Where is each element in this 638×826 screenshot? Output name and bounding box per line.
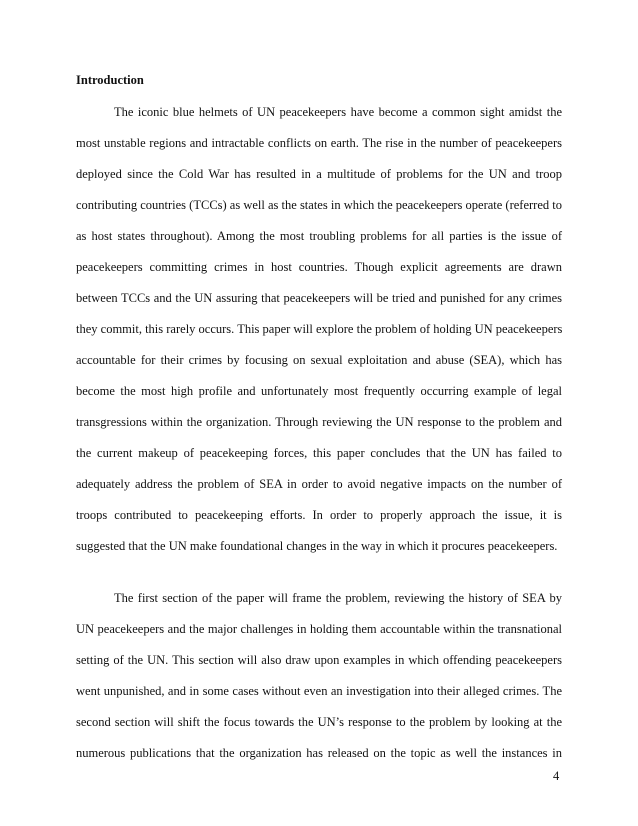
paragraph-line: suggested that the UN make foundational changes in the way in which it procures peacekeepers. [76, 539, 558, 553]
paragraph-line: the current makeup of peacekeeping forces, this paper concludes that the UN has failed to [76, 446, 562, 460]
paragraph-line: become the most high profile and unfortunately most frequently occurring example of legal [76, 384, 562, 398]
paragraph-line: peacekeepers committing crimes in host countries. Though explicit agreements are drawn [76, 260, 562, 274]
paragraph-line: accountable for their crimes by focusing on sexual exploitation and abuse (SEA), which has [76, 353, 562, 367]
paragraph-line: setting of the UN. This section will also draw upon examples in which offending peacekeepers [76, 653, 562, 667]
paragraph-line: troops contributed to peacekeeping efforts. In order to properly approach the issue, it is [76, 508, 562, 522]
paragraph-line: numerous publications that the organization has released on the topic as well the instances in [76, 746, 562, 760]
section-heading: Introduction [76, 73, 144, 87]
paragraph-line: The iconic blue helmets of UN peacekeepers have become a common sight amidst the [114, 105, 562, 119]
paragraph-line: between TCCs and the UN assuring that peacekeepers will be tried and punished for any crimes [76, 291, 562, 305]
paragraph-line: adequately address the problem of SEA in order to avoid negative impacts on the number of [76, 477, 562, 491]
paragraph-line: went unpunished, and in some cases without even an investigation into their alleged crimes. The [76, 684, 562, 698]
paragraph-line: as host states throughout). Among the most troubling problems for all parties is the issue of [76, 229, 562, 243]
paragraph-line: deployed since the Cold War has resulted in a multitude of problems for the UN and troop [76, 167, 562, 181]
paragraph-line: most unstable regions and intractable conflicts on earth. The rise in the number of peacekeepers [76, 136, 562, 150]
page-number: 4 [553, 769, 560, 783]
paragraph-line: they commit, this rarely occurs. This paper will explore the problem of holding UN peacekeepers [76, 322, 563, 336]
paragraph-line: contributing countries (TCCs) as well as the states in which the peacekeepers operate (referred to [76, 198, 562, 212]
paragraph-line: transgressions within the organization. Through reviewing the UN response to the problem and [76, 415, 562, 429]
paragraph-line: second section will shift the focus towards the UN’s response to the problem by looking at the [76, 715, 562, 729]
paragraph-line: UN peacekeepers and the major challenges in holding them accountable within the transnational [76, 622, 562, 636]
paragraph-line: The first section of the paper will frame the problem, reviewing the history of SEA by [114, 591, 562, 605]
